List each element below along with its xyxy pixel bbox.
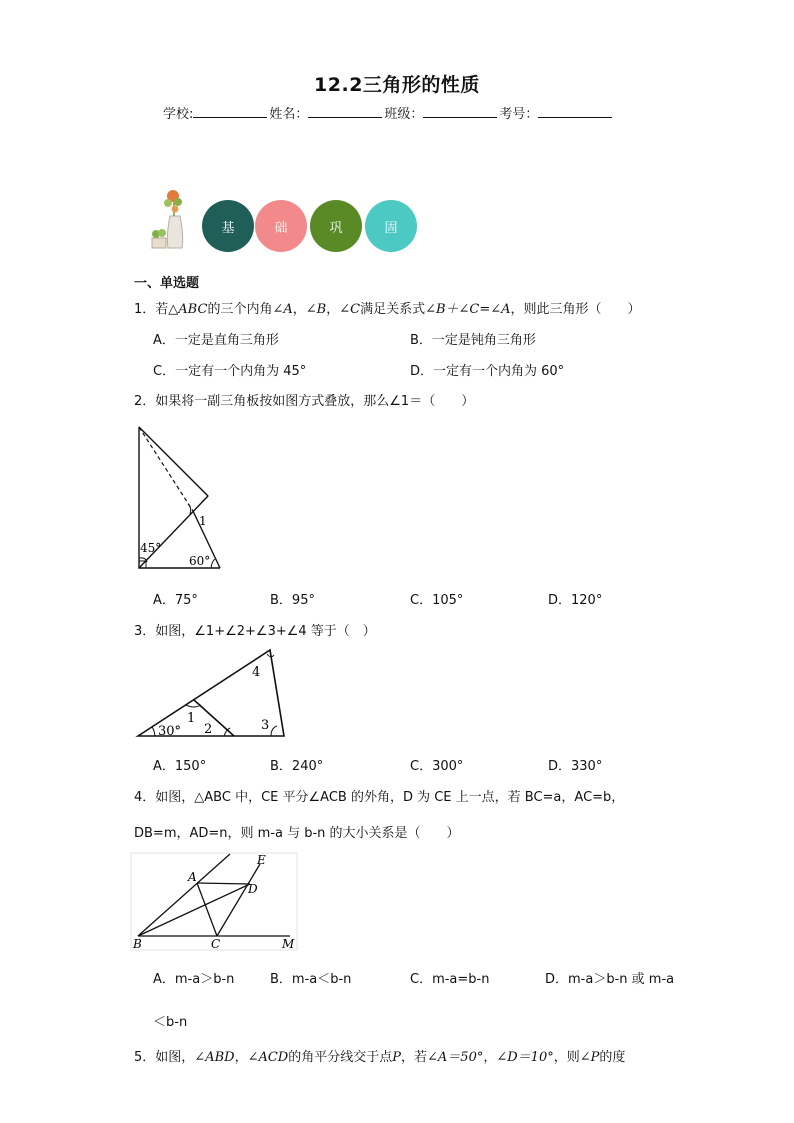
q1-text: ，则此三角形（ ） [510, 302, 641, 317]
question-4-stem-line1 [134, 786, 624, 805]
banner-circle-3: 巩 [310, 200, 362, 252]
question-2-stem [134, 390, 474, 409]
banner-circle-4: 固 [365, 200, 417, 252]
q4-label-E: E [257, 853, 266, 867]
q3-text: 如图，∠1+∠2+∠3+∠4 等于（ ） [155, 624, 376, 639]
q1-math: ∠B＋∠C=∠A [425, 302, 511, 317]
q4-option-d[interactable]: D．m-a＞b-n 或 m-a [545, 972, 675, 987]
plant-vase-icon [148, 186, 196, 254]
question-1-stem [134, 298, 641, 317]
q1-text: 满足关系式 [360, 302, 426, 317]
q3-label-4: 4 [252, 665, 261, 680]
q5-text: ，若 [401, 1050, 428, 1065]
page-title: 12.2三角形的性质 [314, 74, 480, 96]
name-label: 姓名： [269, 107, 309, 122]
q4-label-C: C [211, 937, 221, 951]
q5-text: ，则 [553, 1050, 580, 1065]
q2-option-b[interactable]: B．95° [270, 593, 315, 608]
number-blank[interactable] [538, 104, 612, 118]
q4-figure-geometry [130, 852, 300, 952]
q2-option-d[interactable]: D．120° [548, 593, 603, 608]
q3-option-a[interactable]: A．150° [153, 759, 207, 774]
q2-label-60: 60° [189, 554, 211, 568]
q5-math: ∠ABD [194, 1050, 235, 1065]
q1-option-c[interactable]: C．一定有一个内角为 45° [153, 364, 307, 379]
q2-option-c[interactable]: C．105° [410, 593, 464, 608]
class-blank[interactable] [423, 104, 497, 118]
banner-circle-2: 础 [255, 200, 307, 252]
q3-option-b[interactable]: B．240° [270, 759, 324, 774]
q5-math: ∠ACD [247, 1050, 289, 1065]
q4-label-M: M [282, 937, 295, 951]
q5-math: ∠A＝50° [427, 1050, 484, 1065]
q5-math: ∠D＝10° [496, 1050, 554, 1065]
class-label: 班级： [384, 107, 424, 122]
q2-label-angle-1: 1 [199, 514, 207, 528]
school-label: 学校: [163, 107, 194, 122]
question-4-number: 4． [134, 790, 156, 805]
question-5-stem [134, 1046, 625, 1065]
q1-text: ， [292, 302, 306, 317]
question-2-number: 2． [134, 394, 156, 409]
q3-label-30: 30° [158, 724, 182, 739]
q5-text: ， [234, 1050, 248, 1065]
q3-option-d[interactable]: D．330° [548, 759, 603, 774]
q2-figure-triangles [130, 420, 230, 575]
q5-text: 的度 [599, 1050, 626, 1065]
name-blank[interactable] [308, 104, 382, 118]
q2-text: 如果将一副三角板按如图方式叠放，那么∠1＝（ ） [155, 394, 475, 409]
q3-option-c[interactable]: C．300° [410, 759, 464, 774]
q1-text: 若 [155, 302, 169, 317]
section-title: 一、单选题 [134, 276, 200, 291]
banner-circle-1: 基 [202, 200, 254, 252]
q4-option-c[interactable]: C．m-a=b-n [410, 972, 490, 987]
q4-option-a[interactable]: A．m-a＞b-n [153, 972, 235, 987]
q1-option-a[interactable]: A．一定是直角三角形 [153, 333, 279, 348]
school-blank[interactable] [193, 104, 267, 118]
q5-text: ， [483, 1050, 497, 1065]
question-1-number: 1． [134, 302, 156, 317]
q3-label-3: 3 [261, 718, 270, 733]
q5-text: 如图， [155, 1050, 195, 1065]
q3-figure-triangle [134, 646, 294, 742]
question-3-number: 3． [134, 624, 156, 639]
q3-label-2: 2 [204, 722, 213, 737]
q1-option-b[interactable]: B．一定是钝角三角形 [410, 333, 536, 348]
q1-math: ∠A [272, 302, 293, 317]
question-3-stem [134, 620, 376, 639]
q2-label-45: 45° [140, 541, 162, 555]
q1-math: ∠C [339, 302, 361, 317]
q1-text: 的三个内角 [207, 302, 273, 317]
question-5-number: 5． [134, 1050, 156, 1065]
q1-text: ， [326, 302, 340, 317]
q4-label-D: D [248, 882, 258, 896]
q1-math: △ABC [168, 302, 208, 317]
q1-math: ∠B [305, 302, 327, 317]
q3-label-1: 1 [187, 711, 196, 726]
q4-option-b[interactable]: B．m-a＜b-n [270, 972, 352, 987]
student-info-line [163, 103, 614, 122]
q5-math: P [392, 1050, 401, 1065]
q4-option-d-wrap: ＜b-n [153, 1015, 188, 1030]
q5-text: 的角平分线交于点 [288, 1050, 393, 1065]
q2-option-a[interactable]: A．75° [153, 593, 198, 608]
q4-text: 如图，△ABC 中，CE 平分∠ACB 的外角，D 为 CE 上一点，若 BC=a，AC=b， [155, 790, 625, 805]
q4-label-B: B [133, 937, 142, 951]
number-label: 考号： [499, 107, 539, 122]
q4-label-A: A [188, 870, 197, 884]
q5-math: ∠P [579, 1050, 600, 1065]
question-4-stem-line2: DB=m，AD=n，则 m-a 与 b-n 的大小关系是（ ） [134, 826, 460, 841]
q1-option-d[interactable]: D．一定有一个内角为 60° [410, 364, 565, 379]
